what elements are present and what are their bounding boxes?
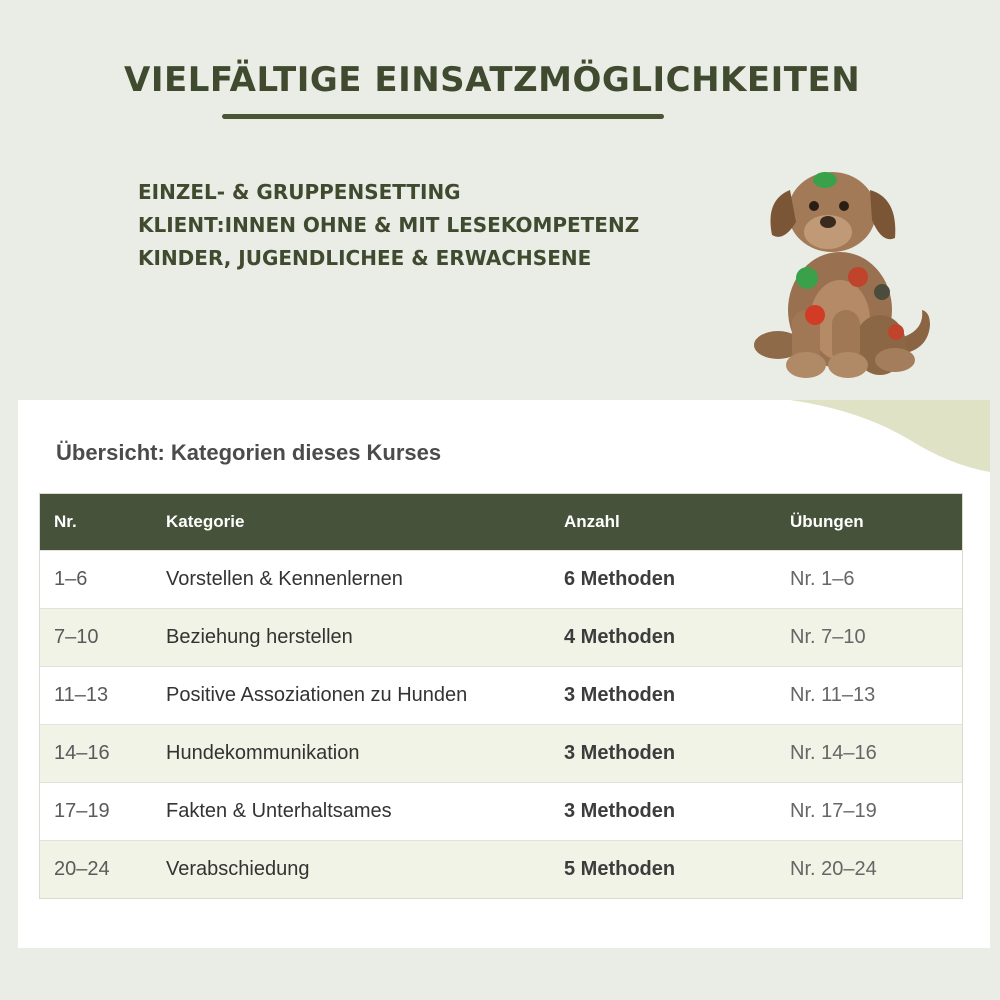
- plush-dog-with-colored-dots-icon: [740, 160, 940, 385]
- feature-item: EINZEL- & GRUPPENSETTING: [138, 180, 461, 204]
- cell-count: 3 Methoden: [550, 782, 776, 840]
- cell-exercises: Nr. 17–19: [776, 782, 962, 840]
- table-title: Übersicht: Kategorien dieses Kurses: [56, 440, 442, 465]
- cell-nr: 17–19: [40, 782, 152, 840]
- category-table: [40, 494, 962, 898]
- title-underline: [222, 114, 664, 119]
- decorative-wave: [790, 400, 990, 480]
- cell-nr: 7–10: [40, 608, 152, 666]
- table-row: [40, 840, 962, 898]
- table-header-row: [40, 494, 962, 550]
- cell-category: Fakten & Unterhaltsames: [152, 782, 550, 840]
- table-row: [40, 550, 962, 608]
- cell-exercises: Nr. 1–6: [776, 550, 962, 608]
- cell-category: Vorstellen & Kennenlernen: [152, 550, 550, 608]
- cell-count: 6 Methoden: [550, 550, 776, 608]
- header-nr: Nr.: [40, 494, 152, 550]
- page-title: VIELFÄLTIGE EINSATZMÖGLICHKEITEN: [124, 60, 861, 100]
- cell-category: Verabschiedung: [152, 840, 550, 898]
- feature-list: [138, 176, 639, 275]
- header-exercises: Übungen: [776, 494, 962, 550]
- cell-count: 3 Methoden: [550, 666, 776, 724]
- table-row: [40, 608, 962, 666]
- cell-exercises: Nr. 14–16: [776, 724, 962, 782]
- cell-count: 4 Methoden: [550, 608, 776, 666]
- cell-exercises: Nr. 11–13: [776, 666, 962, 724]
- cell-nr: 14–16: [40, 724, 152, 782]
- table-row: [40, 782, 962, 840]
- cell-category: Positive Assoziationen zu Hunden: [152, 666, 550, 724]
- cell-nr: 11–13: [40, 666, 152, 724]
- cell-category: Beziehung herstellen: [152, 608, 550, 666]
- table-row: [40, 666, 962, 724]
- header-count: Anzahl: [550, 494, 776, 550]
- feature-item: KINDER, JUGENDLICHEE & ERWACHSENE: [138, 246, 592, 270]
- feature-item: KLIENT:INNEN OHNE & MIT LESEKOMPETENZ: [138, 213, 640, 237]
- cell-nr: 1–6: [40, 550, 152, 608]
- cell-category: Hundekommunikation: [152, 724, 550, 782]
- header-category: Kategorie: [152, 494, 550, 550]
- table-row: [40, 724, 962, 782]
- cell-exercises: Nr. 20–24: [776, 840, 962, 898]
- cell-nr: 20–24: [40, 840, 152, 898]
- cell-count: 3 Methoden: [550, 724, 776, 782]
- cell-count: 5 Methoden: [550, 840, 776, 898]
- course-overview-card: [18, 400, 990, 948]
- cell-exercises: Nr. 7–10: [776, 608, 962, 666]
